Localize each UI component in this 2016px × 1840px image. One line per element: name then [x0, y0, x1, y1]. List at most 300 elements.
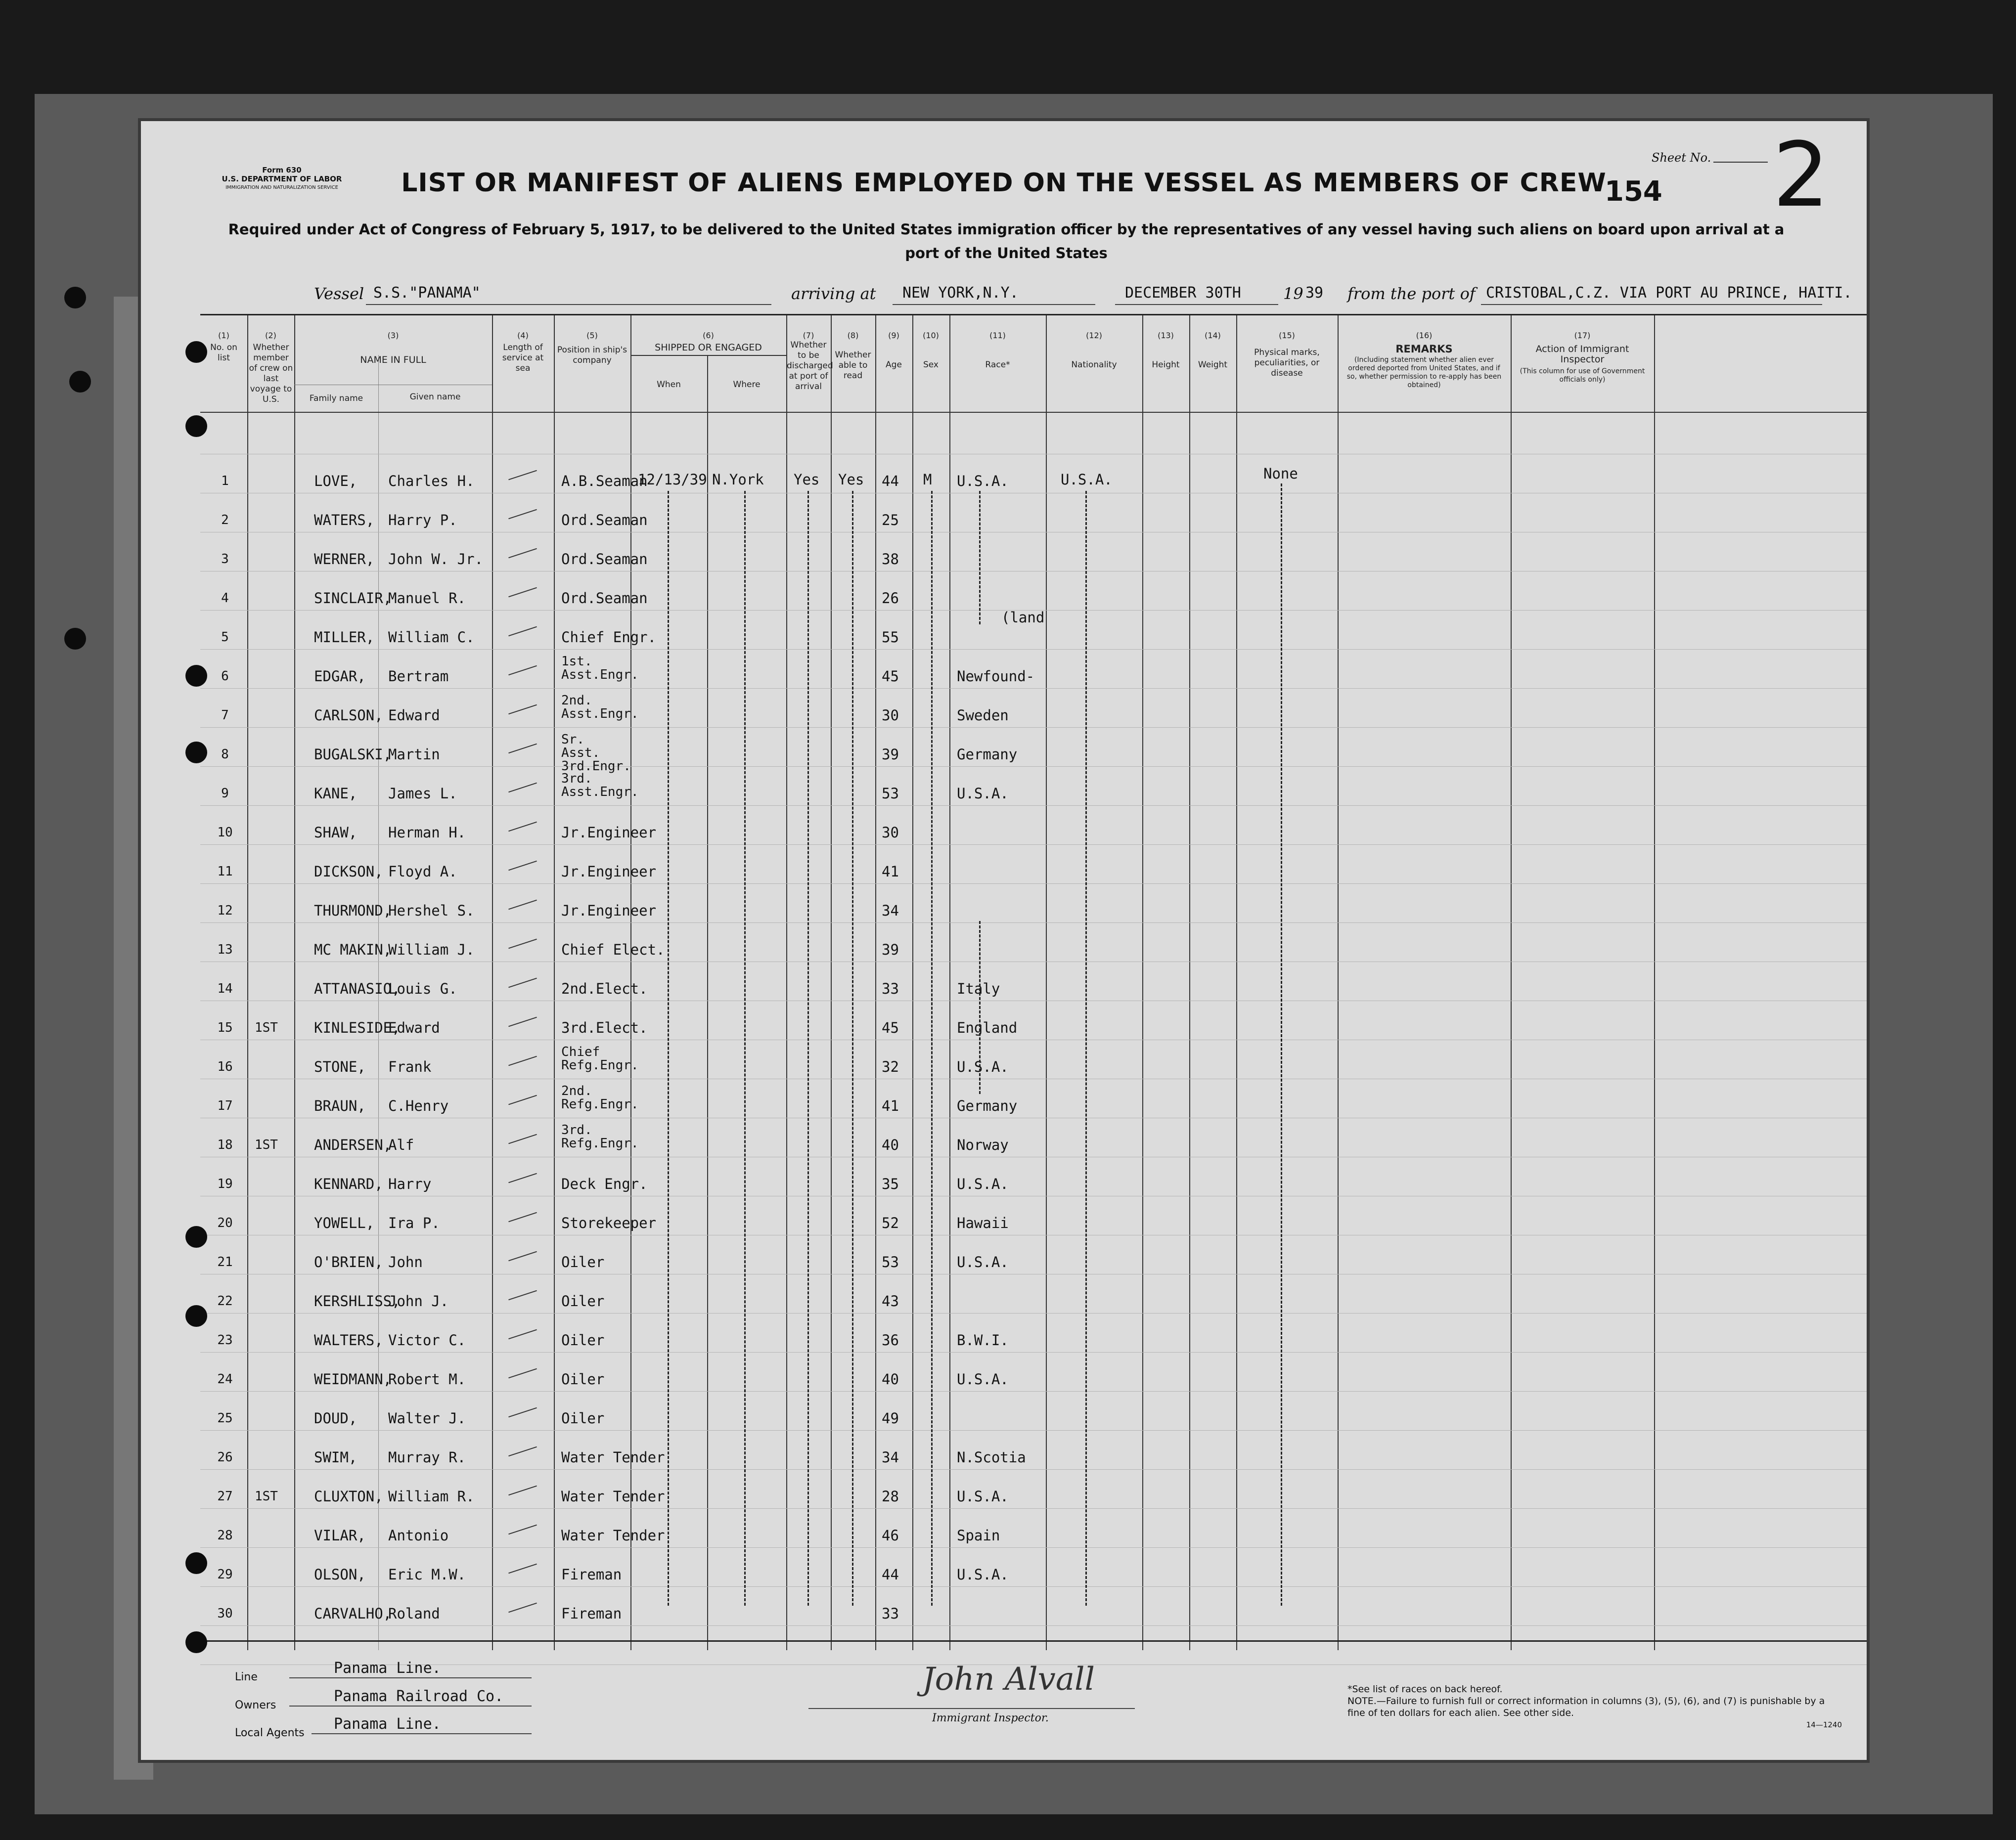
family-name: CLUXTON, — [314, 1488, 383, 1505]
year-prefix: 19 — [1283, 284, 1303, 303]
service-length-mark — [508, 861, 537, 871]
row-number: 7 — [221, 708, 229, 723]
service-length-mark — [508, 978, 537, 988]
signature-line — [808, 1708, 1135, 1709]
given-name: John — [388, 1254, 423, 1270]
row-number: 9 — [221, 786, 229, 801]
given-name: Victor C. — [388, 1332, 466, 1349]
col-divider — [1046, 315, 1047, 1650]
race-value: England — [957, 1019, 1018, 1036]
age-value: 28 — [882, 1488, 899, 1505]
position-value: Jr.Engineer — [561, 902, 657, 919]
race-value: U.S.A. — [957, 1254, 1009, 1270]
service-length-mark — [508, 939, 537, 949]
col-divider — [378, 355, 379, 1650]
age-value: 53 — [882, 785, 899, 802]
col17-number: (17) — [1574, 331, 1591, 340]
ruled-line — [200, 805, 1867, 806]
row-number: 8 — [221, 747, 229, 762]
given-name: William C. — [388, 629, 475, 646]
agents-value: Panama Line. — [334, 1715, 441, 1733]
shipped-where: N.York — [712, 471, 764, 488]
port-underline — [893, 304, 1095, 305]
position-value: Storekeeper — [561, 1215, 657, 1231]
age-value: 45 — [882, 1019, 899, 1036]
race-value: U.S.A. — [957, 1371, 1009, 1388]
service-length-mark — [508, 1525, 537, 1534]
col-divider — [492, 315, 493, 1650]
page-subtitle: Required under Act of Congress of February 5, 1917, to be delivered to the United States immigration officer by the representatives of any vessel having such aliens on board upon arrival at a port of the United States — [228, 221, 1785, 262]
vessel-name: S.S."PANAMA" — [373, 284, 481, 302]
family-name: CARLSON, — [314, 707, 383, 724]
age-value: 25 — [882, 512, 899, 528]
ruled-line — [200, 922, 1867, 923]
col3-number: (3) — [387, 331, 399, 340]
position-value: Sr. Asst. 3rd.Engr. — [561, 732, 631, 774]
col9-number: (9) — [888, 331, 899, 340]
age-value: 40 — [882, 1371, 899, 1388]
position-value: Oiler — [561, 1410, 605, 1427]
last-voyage-mark: 1ST — [255, 1138, 278, 1152]
ruled-line — [200, 1391, 1867, 1392]
family-name: KINLESIDE, — [314, 1019, 401, 1036]
family-name: O'BRIEN, — [314, 1254, 383, 1270]
page-title: LIST OR MANIFEST OF ALIENS EMPLOYED ON THE VESSEL AS MEMBERS OF CREW — [401, 168, 1607, 198]
position-value: A.B.Seaman — [561, 473, 648, 489]
penalty-note: NOTE.—Failure to furnish full or correct information in columns (3), (5), (6), and (7) is punishable by a fine of ten dollars for each alien. See other side. — [1347, 1696, 1825, 1718]
row-number: 14 — [217, 981, 233, 996]
position-value: Jr.Engineer — [561, 824, 657, 841]
service-length-mark — [508, 665, 537, 675]
col12-label: Nationality — [1071, 360, 1117, 370]
col-divider — [1142, 315, 1143, 1650]
col5-label: Position in ship's company — [557, 345, 627, 365]
nationality-value: U.S.A. — [1061, 471, 1113, 488]
ruled-line — [200, 727, 1867, 728]
row-number: 18 — [217, 1138, 233, 1152]
ditto-mark — [979, 921, 981, 1094]
age-value: 38 — [882, 551, 899, 568]
given-name: Murray R. — [388, 1449, 466, 1466]
service-name: IMMIGRATION AND NATURALIZATION SERVICE — [225, 185, 338, 190]
vessel-line — [314, 284, 1852, 309]
age-value: 49 — [882, 1410, 899, 1427]
position-value: 2nd.Elect. — [561, 980, 648, 997]
position-value: Deck Engr. — [561, 1176, 648, 1192]
position-value: Jr.Engineer — [561, 863, 657, 880]
given-name: Roland — [388, 1605, 440, 1622]
position-value: Chief Refg.Engr. — [561, 1045, 639, 1073]
family-name: KENNARD, — [314, 1176, 383, 1192]
row-number: 16 — [217, 1059, 233, 1074]
col-divider — [949, 315, 950, 1650]
col-divider — [1189, 315, 1190, 1650]
position-value: Oiler — [561, 1371, 605, 1388]
family-name: DOUD, — [314, 1410, 358, 1427]
col13-label: Height — [1152, 360, 1180, 370]
service-length-mark — [508, 470, 537, 480]
ditto-mark — [744, 491, 746, 1606]
owners-underline — [289, 1706, 532, 1707]
binder-hole — [185, 341, 207, 363]
binder-hole — [185, 415, 207, 437]
service-length-mark — [508, 1095, 537, 1105]
given-name: Walter J. — [388, 1410, 466, 1427]
position-value: Ord.Seaman — [561, 512, 648, 528]
col15-number: (15) — [1279, 331, 1295, 340]
race-value: U.S.A. — [957, 785, 1009, 802]
service-length-mark — [508, 704, 537, 714]
col10-number: (10) — [923, 331, 939, 340]
row-number: 25 — [217, 1411, 233, 1426]
col8-number: (8) — [847, 331, 859, 340]
race-value: U.S.A. — [957, 1176, 1009, 1192]
col-divider — [1338, 315, 1339, 1650]
binder-hole — [185, 1631, 207, 1653]
race-value: Spain — [957, 1527, 1000, 1544]
manifest-sheet — [141, 121, 1867, 1760]
owners-value: Panama Railroad Co. — [334, 1688, 504, 1705]
col16-label: REMARKS — [1395, 343, 1453, 355]
position-value: Chief Engr. — [561, 629, 657, 646]
table-bottom — [200, 1640, 1867, 1642]
last-voyage-mark: 1ST — [255, 1020, 278, 1035]
sheet-no-label: Sheet No. — [1652, 151, 1711, 165]
col13-number: (13) — [1158, 331, 1174, 340]
arrival-date: DECEMBER 30TH — [1125, 284, 1241, 302]
race-value: Norway — [957, 1137, 1009, 1153]
given-name: James L. — [388, 785, 457, 802]
col-divider — [831, 315, 832, 1650]
ruled-line — [200, 883, 1867, 884]
age-value: 30 — [882, 707, 899, 724]
position-value: Fireman — [561, 1566, 622, 1583]
position-value: Water Tender — [561, 1527, 665, 1544]
family-name: VILAR, — [314, 1527, 366, 1544]
family-name: KANE, — [314, 785, 358, 802]
age-value: 52 — [882, 1215, 899, 1231]
given-name: Martin — [388, 746, 440, 763]
given-name: Bertram — [388, 668, 449, 685]
given-name: William R. — [388, 1488, 475, 1505]
service-length-mark — [508, 1017, 537, 1027]
position-value: Oiler — [561, 1293, 605, 1310]
family-name: SWIM, — [314, 1449, 358, 1466]
age-value: 33 — [882, 1605, 899, 1622]
race-value: B.W.I. — [957, 1332, 1009, 1349]
service-length-mark — [508, 1290, 537, 1300]
inspector-signature: John Alvall — [922, 1661, 1095, 1698]
given-name: Herman H. — [388, 824, 466, 841]
race-value: Sweden — [957, 707, 1009, 724]
col17-subtext: (This column for use of Government officials only) — [1520, 367, 1645, 384]
service-length-mark — [508, 1603, 537, 1613]
ditto-mark — [807, 491, 809, 1606]
position-value: Ord.Seaman — [561, 590, 648, 607]
age-value: 33 — [882, 980, 899, 997]
age-value: 26 — [882, 590, 899, 607]
col6-label: SHIPPED OR ENGAGED — [655, 342, 762, 353]
col16-number: (16) — [1416, 331, 1433, 340]
col10-label: Sex — [923, 360, 939, 370]
service-length-mark — [508, 1134, 537, 1144]
col6-number: (6) — [703, 331, 714, 340]
position-value: 1st. Asst.Engr. — [561, 654, 639, 682]
position-value: Oiler — [561, 1332, 605, 1349]
shipped-when: 12/13/39 — [638, 471, 707, 488]
race-value: U.S.A. — [957, 473, 1009, 489]
position-value: 3rd.Elect. — [561, 1019, 648, 1036]
given-name: Edward — [388, 1019, 440, 1036]
col2-number: (2) — [265, 331, 276, 340]
given-name: John J. — [388, 1293, 449, 1310]
service-length-mark — [508, 900, 537, 910]
age-value: 44 — [882, 1566, 899, 1583]
ditto-mark — [1085, 491, 1087, 1606]
family-name: ATTANASIO, — [314, 980, 401, 997]
col-divider — [1511, 315, 1512, 1650]
race-value: Newfound- — [957, 668, 1035, 685]
race-value: U.S.A. — [957, 1566, 1009, 1583]
row-number: 2 — [221, 513, 229, 527]
from-port-label: from the port of — [1347, 284, 1476, 303]
row-number: 19 — [217, 1177, 233, 1191]
owners-label: Owners — [235, 1699, 276, 1711]
position-value: 3rd. Refg.Engr. — [561, 1123, 639, 1151]
given-name: Alf — [388, 1137, 414, 1153]
line-label: Line — [235, 1671, 258, 1683]
race-value: Germany — [957, 746, 1018, 763]
col7-number: (7) — [803, 331, 814, 340]
row-number: 13 — [217, 942, 233, 957]
family-name: MC MAKIN, — [314, 941, 392, 958]
family-name: BUGALSKI, — [314, 746, 392, 763]
col12-number: (12) — [1086, 331, 1102, 340]
col17-label: Action of Immigrant Inspector — [1535, 344, 1629, 365]
given-name: Hershel S. — [388, 902, 475, 919]
col9-label: Age — [886, 360, 902, 370]
col-divider — [707, 355, 708, 1650]
service-length-mark — [508, 1407, 537, 1417]
family-name: BRAUN, — [314, 1097, 366, 1114]
service-length-mark — [508, 587, 537, 597]
given-name: Eric M.W. — [388, 1566, 466, 1583]
family-name-header: Family name — [309, 394, 363, 403]
col4-number: (4) — [517, 331, 529, 340]
when-header: When — [657, 380, 681, 390]
sex-value: M — [923, 471, 932, 488]
family-name: LOVE, — [314, 473, 358, 489]
line-value: Panama Line. — [334, 1660, 441, 1677]
ruled-line — [200, 1313, 1867, 1314]
ruled-line — [200, 1508, 1867, 1509]
header-bottom — [200, 412, 1867, 413]
binder-hole — [64, 628, 86, 650]
given-name: Robert M. — [388, 1371, 466, 1388]
given-name: Charles H. — [388, 473, 475, 489]
form-number: Form 630 — [262, 166, 302, 175]
col15-label: Physical marks, peculiarities, or disease — [1254, 348, 1320, 378]
col-divider — [247, 315, 248, 1650]
row-number: 4 — [221, 591, 229, 606]
inspector-label: Immigrant Inspector. — [932, 1712, 1049, 1724]
col-divider — [875, 315, 876, 1650]
position-value: Oiler — [561, 1254, 605, 1270]
where-header: Where — [733, 380, 761, 390]
binder-hole — [185, 1552, 207, 1574]
col1-number: (1) — [218, 331, 229, 340]
origin-port: CRISTOBAL,C.Z. VIA PORT AU PRINCE, HAITI. — [1486, 284, 1852, 302]
vessel-underline — [366, 304, 771, 305]
family-name: THURMOND, — [314, 902, 392, 919]
given-name: Louis G. — [388, 980, 457, 997]
row-number: 3 — [221, 552, 229, 567]
discharged-value: Yes — [794, 471, 820, 488]
race-value: Italy — [957, 980, 1000, 997]
ditto-mark — [668, 491, 669, 1606]
service-length-mark — [508, 1368, 537, 1378]
read-value: Yes — [838, 471, 864, 488]
ruled-line — [200, 688, 1867, 689]
service-length-mark — [508, 783, 537, 792]
age-value: 32 — [882, 1058, 899, 1075]
col14-label: Weight — [1198, 360, 1228, 370]
family-name: DICKSON, — [314, 863, 383, 880]
col-divider — [786, 315, 787, 1650]
position-value: 3rd. Asst.Engr. — [561, 771, 639, 799]
family-name: STONE, — [314, 1058, 366, 1075]
col16-subtext: (Including statement whether alien ever ordered deported from United States, and if so, whether permission to re-apply has been obtained) — [1346, 356, 1502, 389]
arriving-label: arriving at — [791, 284, 876, 303]
race-value: (land — [1001, 609, 1045, 626]
binder-hole — [185, 1226, 207, 1248]
service-length-mark — [508, 1251, 537, 1261]
service-length-mark — [508, 626, 537, 636]
col-divider — [1236, 315, 1237, 1650]
footnotes — [1347, 1683, 1842, 1731]
col2-label: Whether member of crew on last voyage to U.S. — [249, 343, 293, 404]
arrival-year: 39 — [1305, 284, 1324, 302]
given-name: Ira P. — [388, 1215, 440, 1231]
race-value: Hawaii — [957, 1215, 1009, 1231]
vessel-label: Vessel — [314, 284, 364, 303]
page-number: 154 — [1605, 175, 1662, 208]
row-number: 27 — [217, 1489, 233, 1504]
given-name: Harry — [388, 1176, 432, 1192]
age-value: 39 — [882, 746, 899, 763]
row-number: 11 — [217, 864, 233, 879]
sheet-no-line — [1713, 162, 1768, 163]
given-name: Frank — [388, 1058, 432, 1075]
col3-label: NAME IN FULL — [360, 354, 426, 365]
given-name: Manuel R. — [388, 590, 466, 607]
col5-number: (5) — [586, 331, 598, 340]
agents-label: Local Agents — [235, 1727, 305, 1739]
race-value: N.Scotia — [957, 1449, 1026, 1466]
age-value: 40 — [882, 1137, 899, 1153]
family-name: WATERS, — [314, 512, 375, 528]
col11-label: Race* — [985, 360, 1010, 370]
col7-label: Whether to be discharged at port of arrival — [787, 340, 833, 392]
col11-number: (11) — [989, 331, 1006, 340]
age-value: 34 — [882, 1449, 899, 1466]
ruled-line — [200, 649, 1867, 650]
line-underline — [289, 1677, 532, 1678]
col14-number: (14) — [1205, 331, 1221, 340]
ruled-line — [200, 1625, 1867, 1626]
family-name: YOWELL, — [314, 1215, 375, 1231]
age-value: 30 — [882, 824, 899, 841]
age-value: 41 — [882, 1097, 899, 1114]
given-name: William J. — [388, 941, 475, 958]
position-value: Water Tender — [561, 1449, 665, 1466]
ruled-line — [200, 1352, 1867, 1353]
race-value: Germany — [957, 1097, 1018, 1114]
service-length-mark — [508, 548, 537, 558]
service-length-mark — [508, 1446, 537, 1456]
age-value: 44 — [882, 473, 899, 489]
family-name: KERSHLISS, — [314, 1293, 401, 1310]
row-number: 29 — [217, 1567, 233, 1582]
family-name: WERNER, — [314, 551, 375, 568]
service-length-mark — [508, 1173, 537, 1183]
origin-underline — [1481, 304, 1822, 305]
ruled-line — [200, 1430, 1867, 1431]
row-number: 12 — [217, 903, 233, 918]
given-name: Floyd A. — [388, 863, 457, 880]
family-name: CARVALHO, — [314, 1605, 392, 1622]
row-number: 5 — [221, 630, 229, 645]
given-name: Edward — [388, 707, 440, 724]
ditto-mark — [852, 491, 853, 1606]
shipped-divider — [630, 355, 786, 356]
row-number: 20 — [217, 1216, 233, 1230]
family-name: EDGAR, — [314, 668, 366, 685]
binder-hole — [185, 742, 207, 763]
service-length-mark — [508, 1564, 537, 1574]
age-value: 55 — [882, 629, 899, 646]
family-name: OLSON, — [314, 1566, 366, 1583]
ruled-line — [200, 1547, 1867, 1548]
position-value: Water Tender — [561, 1488, 665, 1505]
ditto-mark — [931, 491, 933, 1606]
age-value: 46 — [882, 1527, 899, 1544]
family-name: SINCLAIR, — [314, 590, 392, 607]
age-value: 43 — [882, 1293, 899, 1310]
race-value: U.S.A. — [957, 1058, 1009, 1075]
binder-hole — [185, 1305, 207, 1327]
form-code: 14—1240 — [1806, 1720, 1842, 1729]
ruled-line — [200, 766, 1867, 767]
age-value: 41 — [882, 863, 899, 880]
col-divider — [554, 315, 555, 1650]
physical-marks-value: None — [1263, 465, 1298, 482]
row-number: 30 — [217, 1606, 233, 1621]
service-length-mark — [508, 1486, 537, 1495]
family-name: WALTERS, — [314, 1332, 383, 1349]
binder-hole — [69, 371, 91, 393]
col-divider — [294, 315, 295, 1650]
binder-hole — [185, 665, 207, 687]
race-value: U.S.A. — [957, 1488, 1009, 1505]
service-length-mark — [508, 1329, 537, 1339]
given-name: John W. Jr. — [388, 551, 484, 568]
service-length-mark — [508, 744, 537, 753]
crew-table — [200, 314, 1867, 1650]
family-name: WEIDMANN, — [314, 1371, 392, 1388]
row-number: 22 — [217, 1294, 233, 1309]
row-number: 28 — [217, 1528, 233, 1543]
